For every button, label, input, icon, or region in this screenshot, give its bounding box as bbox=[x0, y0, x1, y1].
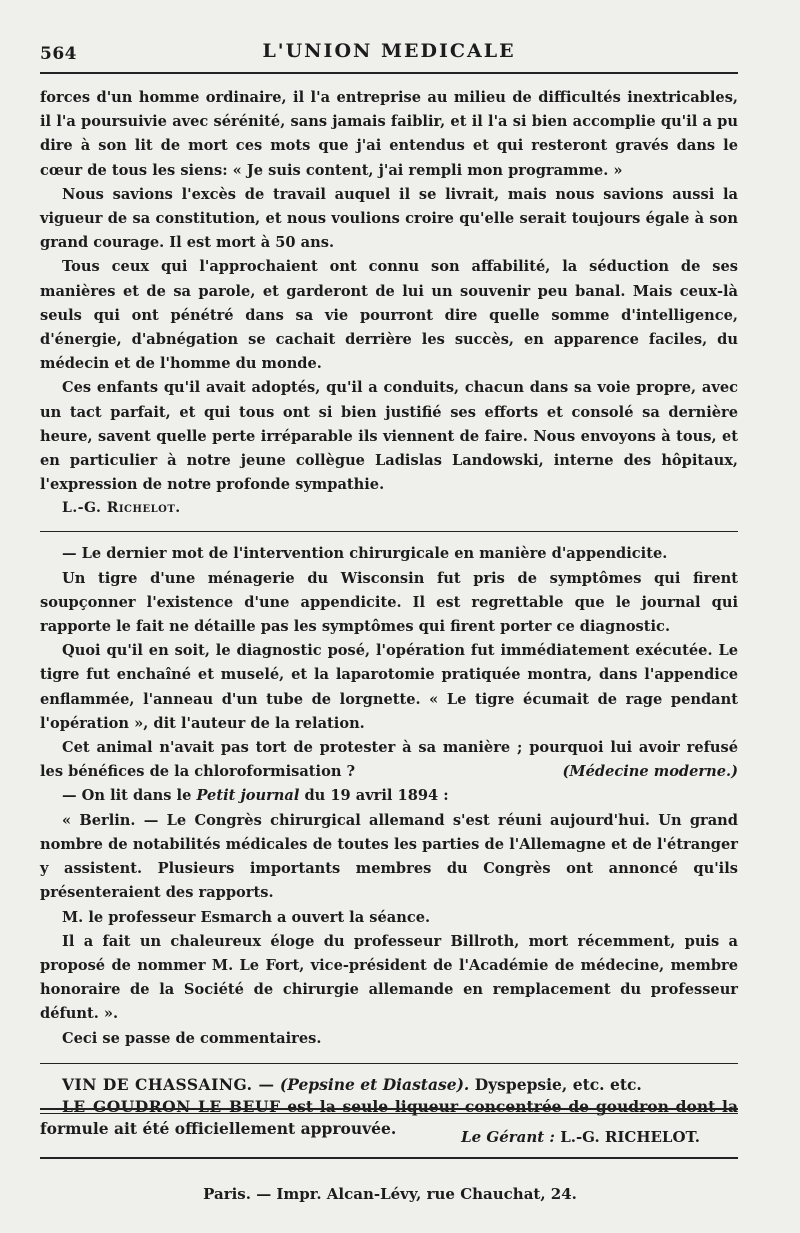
paragraph-5: — Le dernier mot de l'intervention chirurgicale en manière d'appendicite. bbox=[62, 545, 668, 563]
article-body bbox=[40, 86, 738, 1140]
paragraph-9-suffix: du 19 avril 1894 : bbox=[299, 787, 449, 805]
ads-divider bbox=[40, 1063, 738, 1064]
paragraph-13: Ceci se passe de commentaires. bbox=[62, 1029, 322, 1047]
gerant-line bbox=[461, 1128, 700, 1146]
footer-double-rule bbox=[40, 1108, 738, 1114]
signature: L.-G. Richelot. bbox=[62, 500, 181, 517]
paragraph-8-text: Cet animal n'avait pas tort de protester à sa manière ; pourquoi lui avoir refusé les bénéfices de la chloroformisation ? bbox=[40, 739, 738, 781]
section-divider bbox=[40, 531, 738, 532]
paragraph-12: Il a fait un chaleureux éloge du professeur Billroth, mort récemment, puis a proposé de nommer M. Le Fort, vice-président de l'Académie de médecine, membre honoraire de la Société de chirurgie allemande en remplacement du professeur défunt. ». bbox=[40, 932, 738, 1023]
paragraph-11: M. le professeur Esmarch a ouvert la séance. bbox=[62, 908, 431, 926]
ad2-rest: est la seule liqueur concentrée de goudron dont la formule ait été officiellement approuvée. bbox=[40, 1096, 738, 1138]
ad1-rest: Dyspepsie, etc. etc. bbox=[469, 1074, 642, 1094]
footer-rule bbox=[40, 1157, 738, 1159]
paragraph-10: « Berlin. — Le Congrès chirurgical allemand s'est réuni aujourd'hui. Un grand nombre de notabilités médicales de toutes les parties de l'Allemagne et de l'étranger y assistent. Plusieurs importants membres du Congrès ont annoncé qu'ils présenteraient des rapports. bbox=[40, 811, 738, 902]
header-rule bbox=[40, 72, 738, 74]
ad1-paren: (Pepsine et Diastase). bbox=[279, 1074, 470, 1094]
journal-name: Petit journal bbox=[196, 787, 300, 805]
advertisement-1 bbox=[40, 1074, 738, 1096]
running-head bbox=[40, 38, 738, 66]
paragraph-2: Nous savions l'excès de travail auquel il se livrait, mais nous savions aussi la vigueur de sa constitution, et nous voulions croire qu'elle serait toujours égale à son grand courage. Il est mort à 50 ans. bbox=[40, 185, 738, 252]
page-number: 564 bbox=[40, 44, 77, 64]
paragraph-6: Un tigre d'une ménagerie du Wisconsin fut pris de symptômes qui firent soupçonner l'existence d'une appendicite. Il est regrettable que le journal qui rapporte le fait ne détaille pas les symptômes qui firent porter ce diagnostic. bbox=[40, 569, 738, 636]
paragraph-9 bbox=[40, 784, 738, 808]
paragraph-7: Quoi qu'il en soit, le diagnostic posé, l'opération fut immédiatement exécutée. Le tigre fut enchaîné et muselé, et la laparotomie pratiquée montra, dans l'appendice enflammée, l'anneau d'un tube de lorgnette. « Le tigre écumait de rage pendant l'opération », dit l'auteur de la relation. bbox=[40, 642, 738, 732]
journal-title: L'UNION MEDICALE bbox=[262, 40, 516, 62]
paragraph-8 bbox=[40, 736, 738, 784]
paragraph-3: Tous ceux qui l'approchaient ont connu son affabilité, la séduction de ses manières et de sa parole, et garderont de lui un souvenir peu banal. Mais ceux-là seuls qui ont pénétré dans sa vie pourront dire quelle somme d'intelligence, d'énergie, d'abnégation se cachait derrière les succès, en apparence faciles, du médecin et de l'homme du monde. bbox=[40, 258, 738, 373]
gerant-label: Le Gérant : bbox=[461, 1128, 555, 1146]
gerant-name: L.-G. RICHELOT. bbox=[554, 1128, 700, 1146]
source-citation: (Médecine moderne.) bbox=[562, 763, 738, 781]
paragraph-9-prefix: — On lit dans le bbox=[62, 787, 197, 805]
paragraph-1: forces d'un homme ordinaire, il l'a entreprise au milieu de difficultés inextricables, il l'a poursuivie avec sérénité, sans jamais faiblir, et il l'a si bien accomplie qu'il a pu dire à son lit de mort ces mots que j'ai entendus et qui resteront gravés dans le cœur de tous les siens: « Je suis content, j'ai rempli mon programme. » bbox=[40, 89, 738, 179]
paragraph-4: Ces enfants qu'il avait adoptés, qu'il a conduits, chacun dans sa voie propre, avec un tact parfait, et qui tous ont si bien justifié ses efforts et consolé sa dernière heure, savent quelle perte irréparable ils viennent de faire. Nous envoyons à tous, et en particulier à notre jeune collègue Ladislas Landowski, interne des hôpitaux, l'expression de notre profonde sympathie. bbox=[40, 379, 738, 494]
ad1-lead: VIN DE CHASSAING. — bbox=[62, 1074, 275, 1094]
ad2-lead: LE GOUDRON LE BEUF bbox=[62, 1096, 281, 1116]
imprint-line: Paris. — Impr. Alcan-Lévy, rue Chauchat, 24. bbox=[203, 1185, 577, 1203]
